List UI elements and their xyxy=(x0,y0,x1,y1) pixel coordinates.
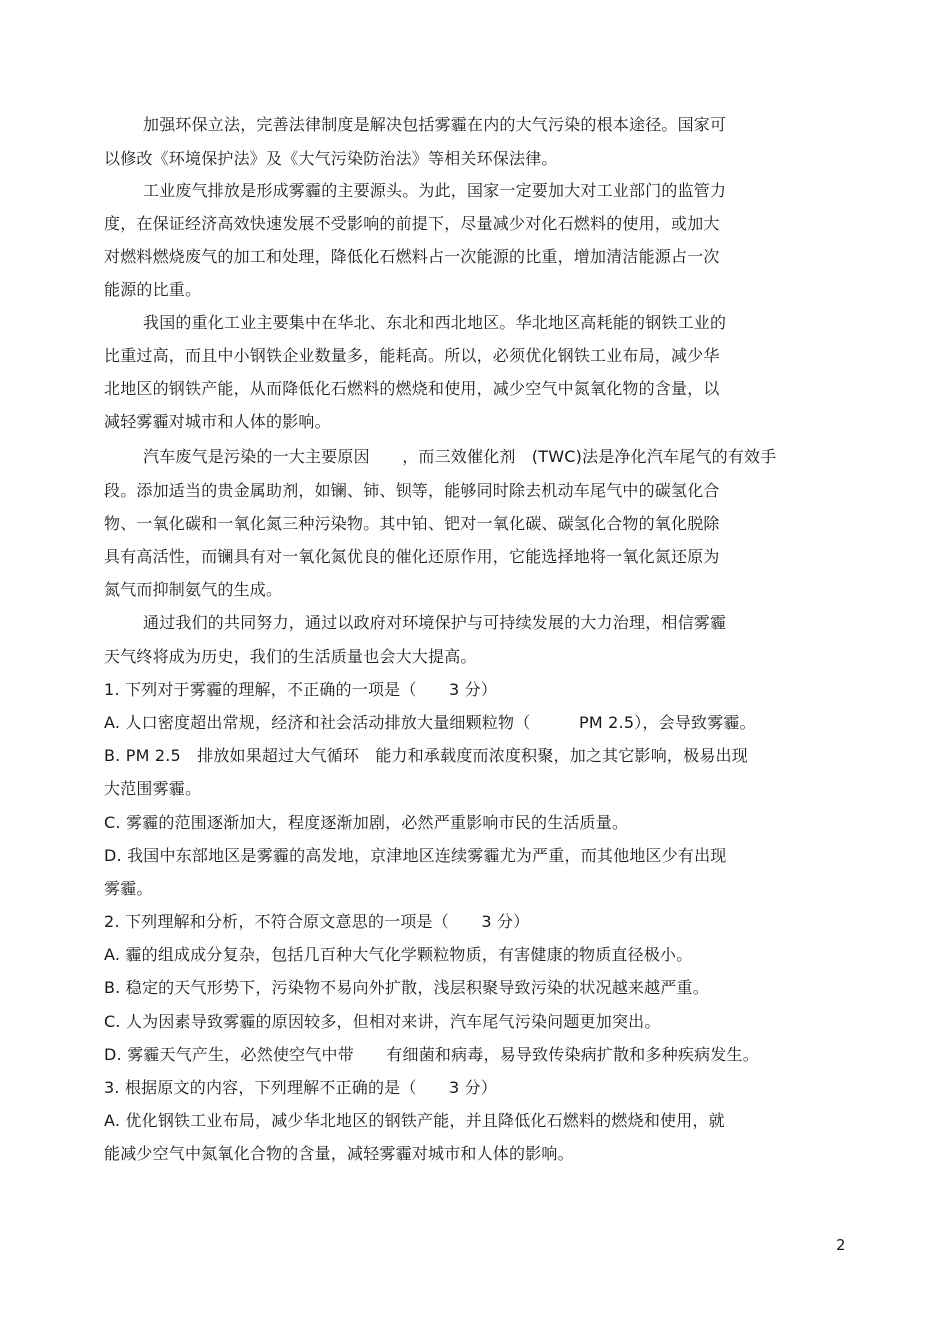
option-2d: D. 雾霾天气产生，必然使空气中带 有细菌和病毒，易导致传染病扩散和多种疾病发生。 xyxy=(104,1045,759,1064)
option-1c: C. 雾霾的范围逐渐加大，程度逐渐加剧，必然严重影响市民的生活质量。 xyxy=(104,813,629,832)
text-line: 段。添加适当的贵金属助剂，如镧、铈、钡等，能够同时除去机动车尾气中的碳氢化合 xyxy=(104,481,720,500)
text-line: 能源的比重。 xyxy=(104,280,202,299)
option-3a: A. 优化钢铁工业布局，减少华北地区的钢铁产能，并且降低化石燃料的燃烧和使用，就 xyxy=(104,1111,725,1130)
option-2b: B. 稳定的天气形势下，污染物不易向外扩散，浅层积聚导致污染的状况越来越严重。 xyxy=(104,978,709,997)
text-line: 北地区的钢铁产能，从而降低化石燃料的燃烧和使用，减少空气中氮氧化物的含量，以 xyxy=(104,379,720,398)
option-2c: C. 人为因素导致雾霾的原因较多，但相对来讲，汽车尾气污染问题更加突出。 xyxy=(104,1012,661,1031)
option-1a: A. 人口密度超出常规，经济和社会活动排放大量细颗粒物（ PM 2.5），会导致雾霾。 xyxy=(104,713,756,732)
text-line: 氮气而抑制氨气的生成。 xyxy=(104,580,283,599)
text-line: 天气终将成为历史，我们的生活质量也会大大提高。 xyxy=(104,647,477,666)
text-line: 我国的重化工业主要集中在华北、东北和西北地区。华北地区高耗能的钢铁工业的 xyxy=(143,313,727,332)
text-line: 工业废气排放是形成雾霾的主要源头。为此，国家一定要加大对工业部门的监管力 xyxy=(143,181,727,200)
text-line: 物、一氧化碳和一氧化氮三种污染物。其中铂、钯对一氧化碳、碳氢化合物的氧化脱除 xyxy=(104,514,720,533)
text-line: 减轻雾霾对城市和人体的影响。 xyxy=(104,412,331,431)
text-line: 具有高活性，而镧具有对一氧化氮优良的催化还原作用，它能选择地将一氧化氮还原为 xyxy=(104,547,720,566)
option-1b: B. PM 2.5 排放如果超过大气循环 能力和承载度而浓度积聚，加之其它影响，极易出现 xyxy=(104,746,748,765)
question-2: 2. 下列理解和分析，不符合原文意思的一项是（ 3 分） xyxy=(104,912,530,931)
text-line: 以修改《环境保护法》及《大气污染防治法》等相关环保法律。 xyxy=(104,149,558,168)
option-1d: D. 我国中东部地区是雾霾的高发地，京津地区连续雾霾尤为严重，而其他地区少有出现 xyxy=(104,846,727,865)
text-line: 比重过高，而且中小钢铁企业数量多，能耗高。所以，必须优化钢铁工业布局，减少华 xyxy=(104,346,720,365)
text-line: 度，在保证经济高效快速发展不受影响的前提下，尽量减少对化石燃料的使用，或加大 xyxy=(104,214,720,233)
option-2a: A. 霾的组成成分复杂，包括几百种大气化学颗粒物质，有害健康的物质直径极小。 xyxy=(104,945,693,964)
question-1: 1. 下列对于雾霾的理解，不正确的一项是（ 3 分） xyxy=(104,680,498,699)
text-line: 汽车废气是污染的一大主要原因 ，而三效催化剂 (TWC)法是净化汽车尾气的有效手 xyxy=(143,447,777,466)
text-line: 通过我们的共同努力，通过以政府对环境保护与可持续发展的大力治理，相信雾霾 xyxy=(143,613,727,632)
question-3: 3. 根据原文的内容，下列理解不正确的是（ 3 分） xyxy=(104,1078,498,1097)
text-line: 大范围雾霾。 xyxy=(104,779,202,798)
page-number: 2 xyxy=(836,1236,846,1254)
text-line: 能减少空气中氮氧化合物的含量，减轻雾霾对城市和人体的影响。 xyxy=(104,1144,574,1163)
text-line: 雾霾。 xyxy=(104,879,153,898)
text-line: 加强环保立法，完善法律制度是解决包括雾霾在内的大气污染的根本途径。国家可 xyxy=(143,115,727,134)
text-line: 对燃料燃烧废气的加工和处理，降低化石燃料占一次能源的比重，增加清洁能源占一次 xyxy=(104,247,720,266)
